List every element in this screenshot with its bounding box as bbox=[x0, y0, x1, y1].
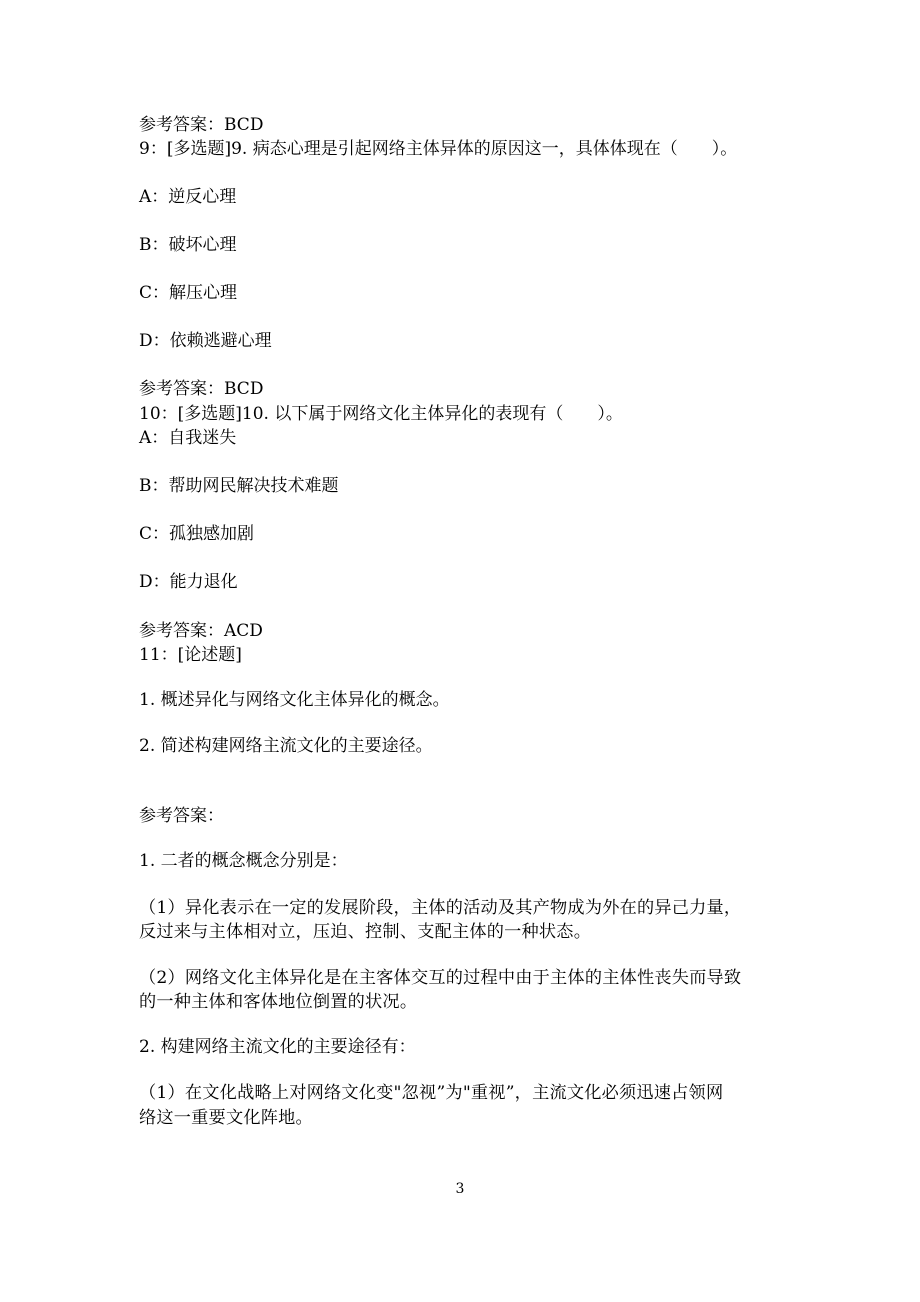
q10-option-b: B：帮助网民解决技术难题 bbox=[139, 476, 339, 496]
page-number: 3 bbox=[455, 1181, 465, 1197]
q10-question: 10：[多选题]10. 以下属于网络文化主体异化的表现有（ ）。 bbox=[139, 404, 623, 424]
q9-option-c: C：解压心理 bbox=[139, 283, 238, 303]
q9-option-a: A：逆反心理 bbox=[139, 187, 237, 207]
q11-answer-line: 反过来与主体相对立，压迫、控制、支配主体的一种状态。 bbox=[139, 922, 592, 942]
q11-answer-line: 的一种主体和客体地位倒置的状况。 bbox=[139, 992, 418, 1012]
q10-option-a: A：自我迷失 bbox=[139, 428, 237, 448]
q10-answer: 参考答案：ACD bbox=[139, 621, 263, 641]
q9-option-d: D：依赖逃避心理 bbox=[139, 331, 272, 351]
q10-option-d: D：能力退化 bbox=[139, 572, 238, 592]
q11-item-1: 1. 概述异化与网络文化主体异化的概念。 bbox=[139, 690, 450, 710]
q11-answer-label: 参考答案： bbox=[139, 806, 224, 826]
q9-question: 9：[多选题]9. 病态心理是引起网络主体异体的原因这一，具体体现在（ ）。 bbox=[139, 139, 738, 159]
q11-answer-line: （1）在文化战略上对网络文化变"忽视”为"重视”，主流文化必须迅速占领网 bbox=[139, 1083, 724, 1103]
q11-answer-line: 2. 构建网络主流文化的主要途径有： bbox=[139, 1037, 416, 1057]
q9-answer: 参考答案：BCD bbox=[139, 379, 264, 399]
q10-option-c: C：孤独感加剧 bbox=[139, 524, 255, 544]
q11-answer-line: （2）网络文化主体异化是在主客体交互的过程中由于主体的主体性丧失而导致 bbox=[139, 968, 742, 988]
q11-answer-line: （1）异化表示在一定的发展阶段，主体的活动及其产物成为外在的异己力量， bbox=[139, 898, 742, 918]
q8-answer: 参考答案：BCD bbox=[139, 115, 264, 135]
q11-item-2: 2. 简述构建网络主流文化的主要途径。 bbox=[139, 736, 433, 756]
q11-answer-line: 络这一重要文化阵地。 bbox=[139, 1108, 313, 1128]
q11-question: 11：[论述题] bbox=[139, 645, 242, 665]
q9-option-b: B：破坏心理 bbox=[139, 235, 237, 255]
q11-answer-line: 1. 二者的概念概念分别是： bbox=[139, 851, 348, 871]
